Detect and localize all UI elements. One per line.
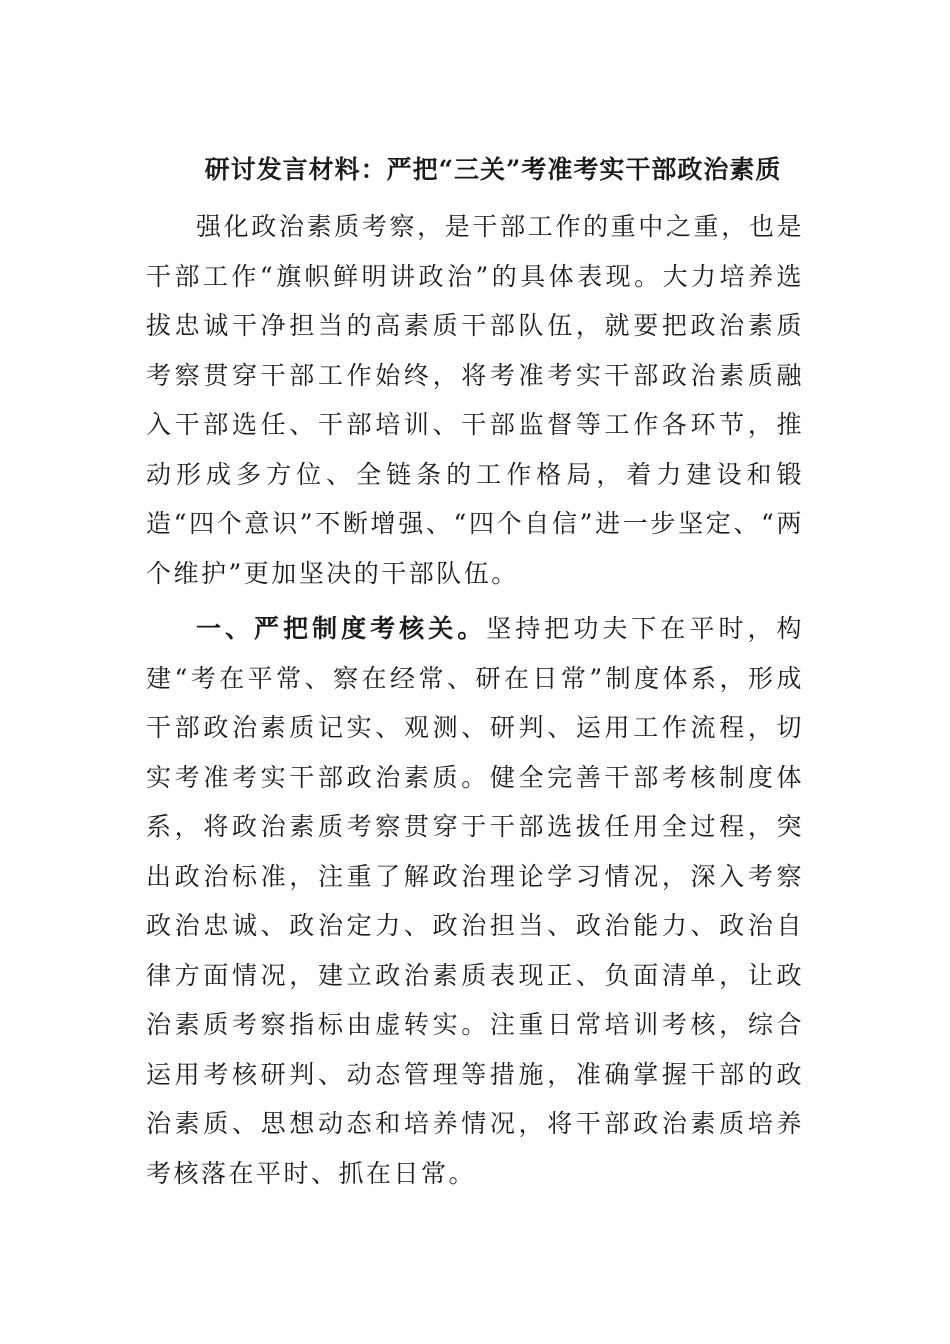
- paragraph-text: 坚持把功夫下在平时，构建“考在平常、察在经常、研在日常”制度体系，形成干部政治素质记实、观测、研判、运用工作流程，切实考准考实干部政治素质。健全完善干部考核制度体系，将政治素质考察贯穿于干部选拔任用全过程，突出政治标准，注重了解政治理论学习情况，深入考察政治忠诚、政治定力、政治担当、政治能力、政治自律方面情况，建立政治素质表现正、负面清单，让政治素质考察指标由虚转实。注重日常培训考核，综合运用考核研判、动态管理等措施，准确掌握干部的政治素质、思想动态和培养情况，将干部政治素质培养考核落在平时、抓在日常。: [146, 614, 804, 1188]
- document-body: [146, 150, 804, 1204]
- paragraph-intro: [146, 202, 804, 598]
- paragraph-section-1: [146, 604, 804, 1198]
- section-heading: 一、严把制度考核关。: [196, 614, 487, 643]
- paragraph-text: 强化政治素质考察，是干部工作的重中之重，也是干部工作“旗帜鲜明讲政治”的具体表现。大力培养选拔忠诚干净担当的高素质干部队伍，就要把政治素质考察贯穿干部工作始终，将考准考实干部政治素质融入干部选任、干部培训、干部监督等工作各环节，推动形成多方位、全链条的工作格局，着力建设和锻造“四个意识”不断增强、“四个自信”进一步坚定、“两个维护”更加坚决的干部队伍。: [146, 212, 804, 588]
- document-title: 研讨发言材料：严把“三关”考准考实干部政治素质: [204, 155, 782, 184]
